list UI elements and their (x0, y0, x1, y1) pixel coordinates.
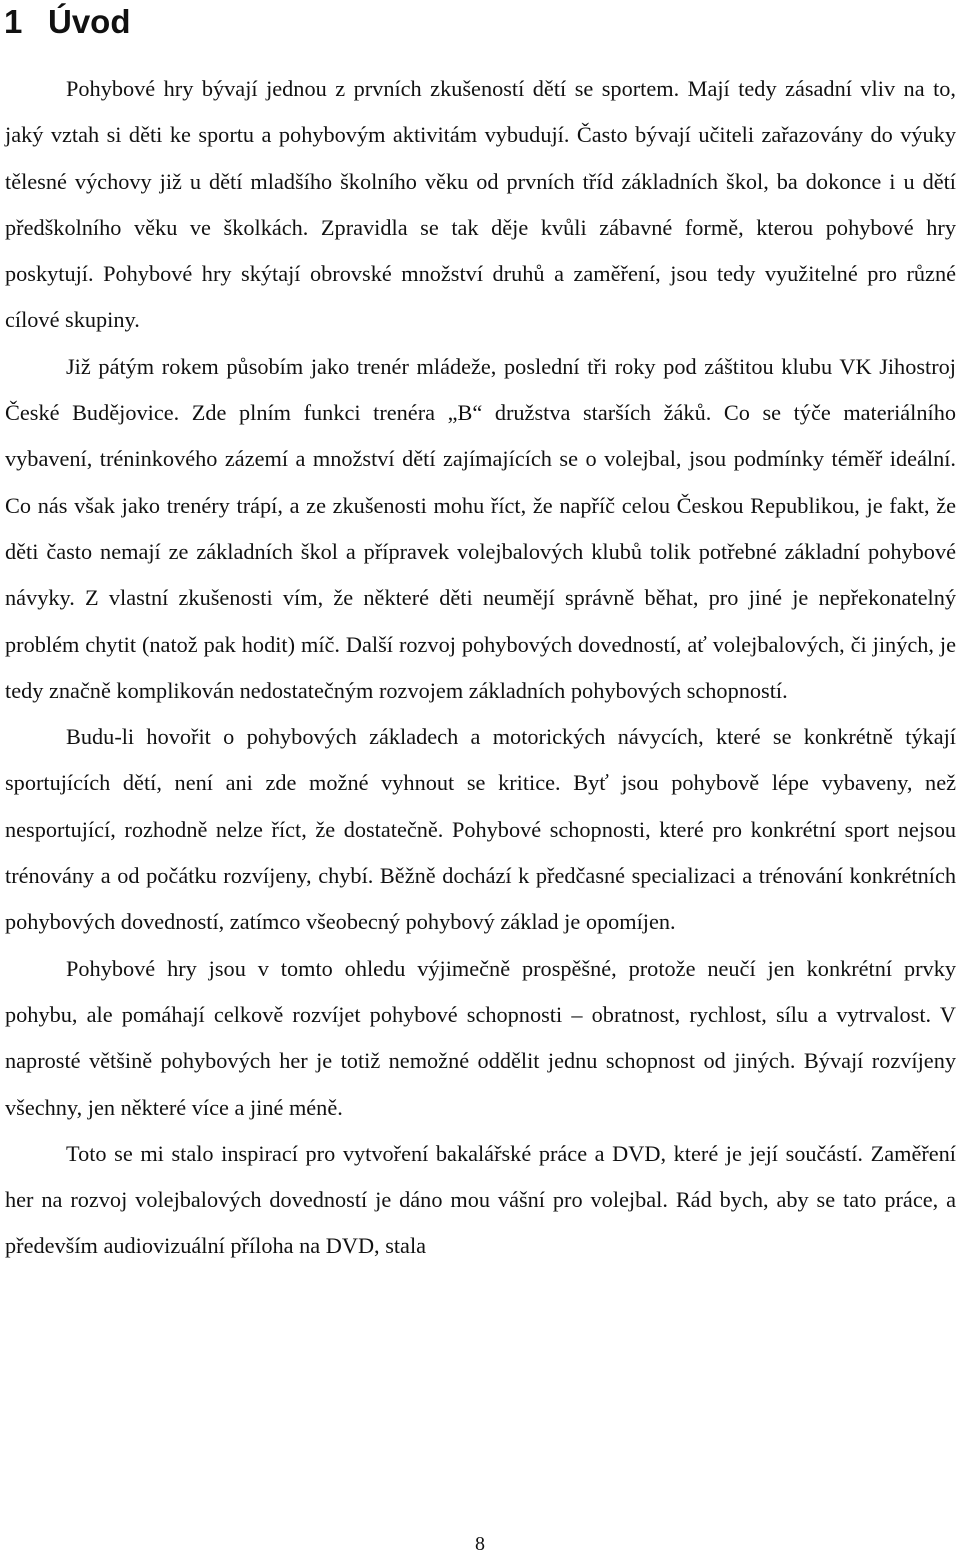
chapter-number: 1 (4, 3, 23, 40)
paragraph: Již pátým rokem působím jako trenér mládeže, poslední tři roky pod záštitou klubu VK Jihostroj České Budějovice. Zde plním funkci trenéra „B“ družstva starších žáků. Co se týče materiálního vybavení, tréninkového zázemí a množství dětí zajímajících se o volejbal, jsou podmínky téměř ideální. Co nás však jako trenéry trápí, a ze zkušenosti mohu říct, že napříč celou Českou Republikou, je fakt, že děti často nemají ze základních škol a přípravek volejbalových klubů tolik potřebné základní pohybové návyky. Z vlastní zkušenosti vím, že některé děti neumějí správně běhat, pro jiné je nepřekonatelný problém chytit (natož pak hodit) míč. Další rozvoj pohybových dovedností, ať volejbalových, či jiných, je tedy značně komplikován nedostatečným rozvojem základních pohybových schopností. (5, 353, 956, 703)
chapter-heading (4, 0, 131, 44)
paragraph: Budu-li hovořit o pohybových základech a motorických návycích, které se konkrétně týkají sportujících dětí, není ani zde možné vyhnout se kritice. Byť jsou pohybově lépe vybaveny, než nesportující, rozhodně nelze říct, že dostatečně. Pohybové schopnosti, které pro konkrétní sport nejsou trénovány a od počátku rozvíjeny, chybí. Běžně dochází k předčasné specializaci a trénování konkrétních pohybových dovedností, zatímco všeobecný pohybový základ je opomíjen. (5, 724, 956, 935)
paragraph: Pohybové hry bývají jednou z prvních zkušeností dětí se sportem. Mají tedy zásadní vliv na to, jaký vztah si děti ke sportu a pohybovým aktivitám vybudují. Často bývají učiteli zařazovány do výuky tělesné výchovy již u dětí mladšího školního věku od prvních tříd základních škol, ba dokonce i u dětí předškolního věku ve školkách. Zpravidla se tak děje kvůli zábavné formě, kterou pohybové hry poskytují. Pohybové hry skýtají obrovské množství druhů a zaměření, jsou tedy využitelné pro různé cílové skupiny. (5, 76, 956, 333)
paragraph: Toto se mi stalo inspirací pro vytvoření bakalářské práce a DVD, které je její součástí. Zaměření her na rozvoj volejbalových dovedností je dáno mou vášní pro volejbal. Rád bych, aby se tato práce, a především audiovizuální příloha na DVD, stala (5, 1140, 956, 1259)
body-text (5, 66, 956, 1270)
paragraph: Pohybové hry jsou v tomto ohledu výjimečně prospěšné, protože neučí jen konkrétní prvky pohybu, ale pomáhají celkově rozvíjet pohybové schopnosti – obratnost, rychlost, sílu a vytrvalost. V naprosté většině pohybových her je totiž nemožné oddělit jednu schopnost od jiných. Bývají rozvíjeny všechny, jen některé více a jiné méně. (5, 955, 956, 1120)
page-number: 8 (475, 1533, 485, 1555)
chapter-title: Úvod (48, 3, 131, 40)
